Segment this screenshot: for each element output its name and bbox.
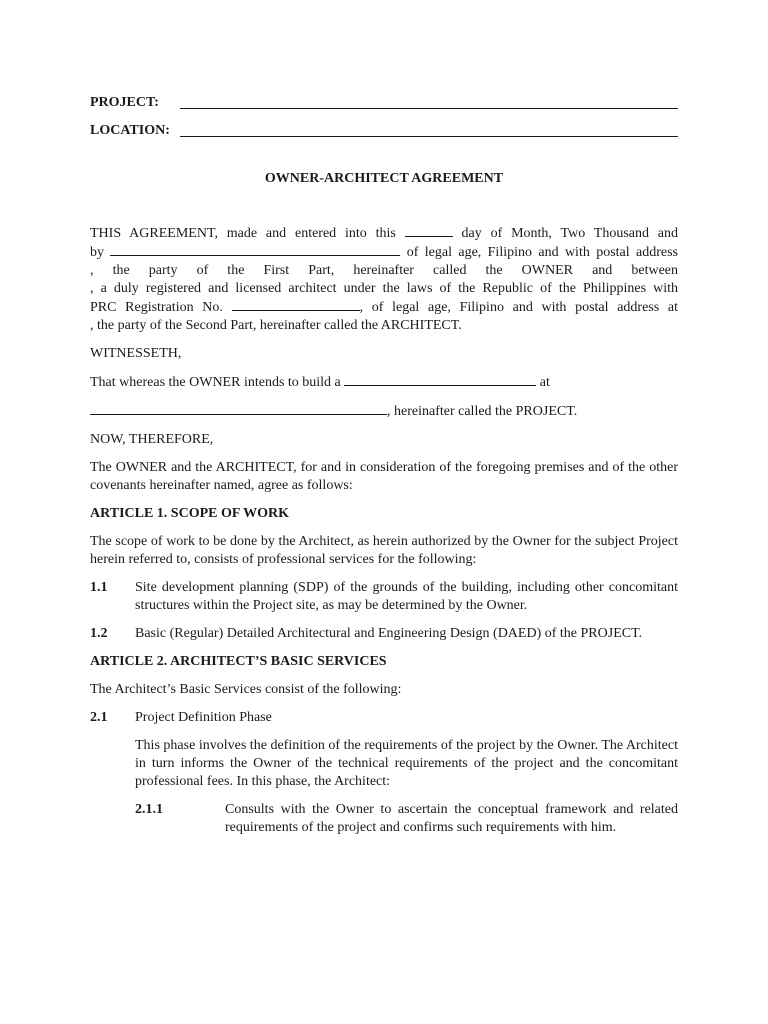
article-1-item [90, 625, 678, 643]
whereas-text: That whereas the OWNER intends to build a [90, 375, 341, 390]
whereas-line-1 [90, 373, 678, 392]
witnesseth: WITNESSETH, [90, 346, 182, 361]
article-1-item [90, 579, 678, 615]
project-field-row [90, 92, 678, 112]
intro-line-6: , the party of the Second Part, hereinafter called the ARCHITECT. [90, 318, 462, 333]
document-title: OWNER-ARCHITECT AGREEMENT [264, 171, 504, 186]
whereas-text: at [539, 375, 550, 390]
article-2-intro: The Architect’s Basic Services consist of the following: [90, 682, 402, 697]
owner-name-blank [110, 243, 400, 256]
item-text: Basic (Regular) Detailed Architectural and Engineering Design (DAED) of the PROJECT. [135, 626, 643, 641]
whereas-text: , hereinafter called the PROJECT. [387, 404, 578, 419]
agreement-page [90, 92, 678, 837]
item-title: Project Definition Phase [135, 710, 272, 725]
intro-text: of legal age, Filipino and with postal address [406, 245, 678, 260]
item-number: 1.2 [90, 626, 108, 641]
intro-text: , of legal age, Filipino and with postal address at [359, 300, 678, 315]
location-blank [90, 402, 387, 415]
location-field-row [90, 120, 678, 140]
now-therefore: NOW, THEREFORE, [90, 432, 214, 447]
intro-text: PRC Registration No. [90, 300, 223, 315]
build-blank [344, 373, 536, 386]
project-label: PROJECT: [90, 95, 159, 110]
intro-line-2 [90, 243, 678, 262]
intro-line-3: , the party of the First Part, hereinafter called the OWNER and between [90, 263, 678, 278]
day-blank [405, 224, 453, 237]
intro-paragraph [90, 224, 678, 335]
article-2-subitem [135, 801, 678, 837]
project-blank-line [180, 94, 678, 109]
article-1-intro: The scope of work to be done by the Architect, as herein authorized by the Owner for the subject Project herein referred to, consists of professional services for the following: [90, 534, 678, 567]
intro-text: by [90, 245, 104, 260]
intro-text: THIS AGREEMENT, made and entered into this [90, 226, 396, 241]
article-1-heading: ARTICLE 1. SCOPE OF WORK [90, 506, 290, 521]
item-number: 1.1 [90, 580, 108, 595]
intro-line-1 [90, 224, 678, 243]
location-blank-line [180, 122, 678, 137]
item-number: 2.1 [90, 710, 108, 725]
item-text: Site development planning (SDP) of the grounds of the building, including other concomitant structures within the Project site, as may be determined by the Owner. [135, 580, 678, 613]
article-2-item [90, 709, 678, 727]
whereas-line-2 [90, 402, 678, 421]
intro-line-4: , a duly registered and licensed architect under the laws of the Republic of the Philippines with [90, 281, 678, 296]
intro-text: day of Month, Two Thousand and [461, 226, 679, 241]
subitem-number: 2.1.1 [135, 802, 163, 817]
intro-line-5 [90, 298, 678, 317]
subitem-text: Consults with the Owner to ascertain the conceptual framework and related requirements of the project and confirms such requirements with him. [225, 802, 678, 835]
phase-paragraph: This phase involves the definition of the requirements of the project by the Owner. The Architect in turn informs the Owner of the technical requirements of the project and the concomitant professional fees. In this phase, the Architect: [135, 738, 678, 789]
location-label: LOCATION: [90, 123, 170, 138]
consideration-paragraph: The OWNER and the ARCHITECT, for and in consideration of the foregoing premises and of the other covenants hereinafter named, agree as follows: [90, 460, 678, 493]
article-2-heading: ARTICLE 2. ARCHITECT’S BASIC SERVICES [90, 654, 387, 669]
whereas-paragraph [90, 373, 678, 421]
prc-number-blank [232, 298, 360, 311]
